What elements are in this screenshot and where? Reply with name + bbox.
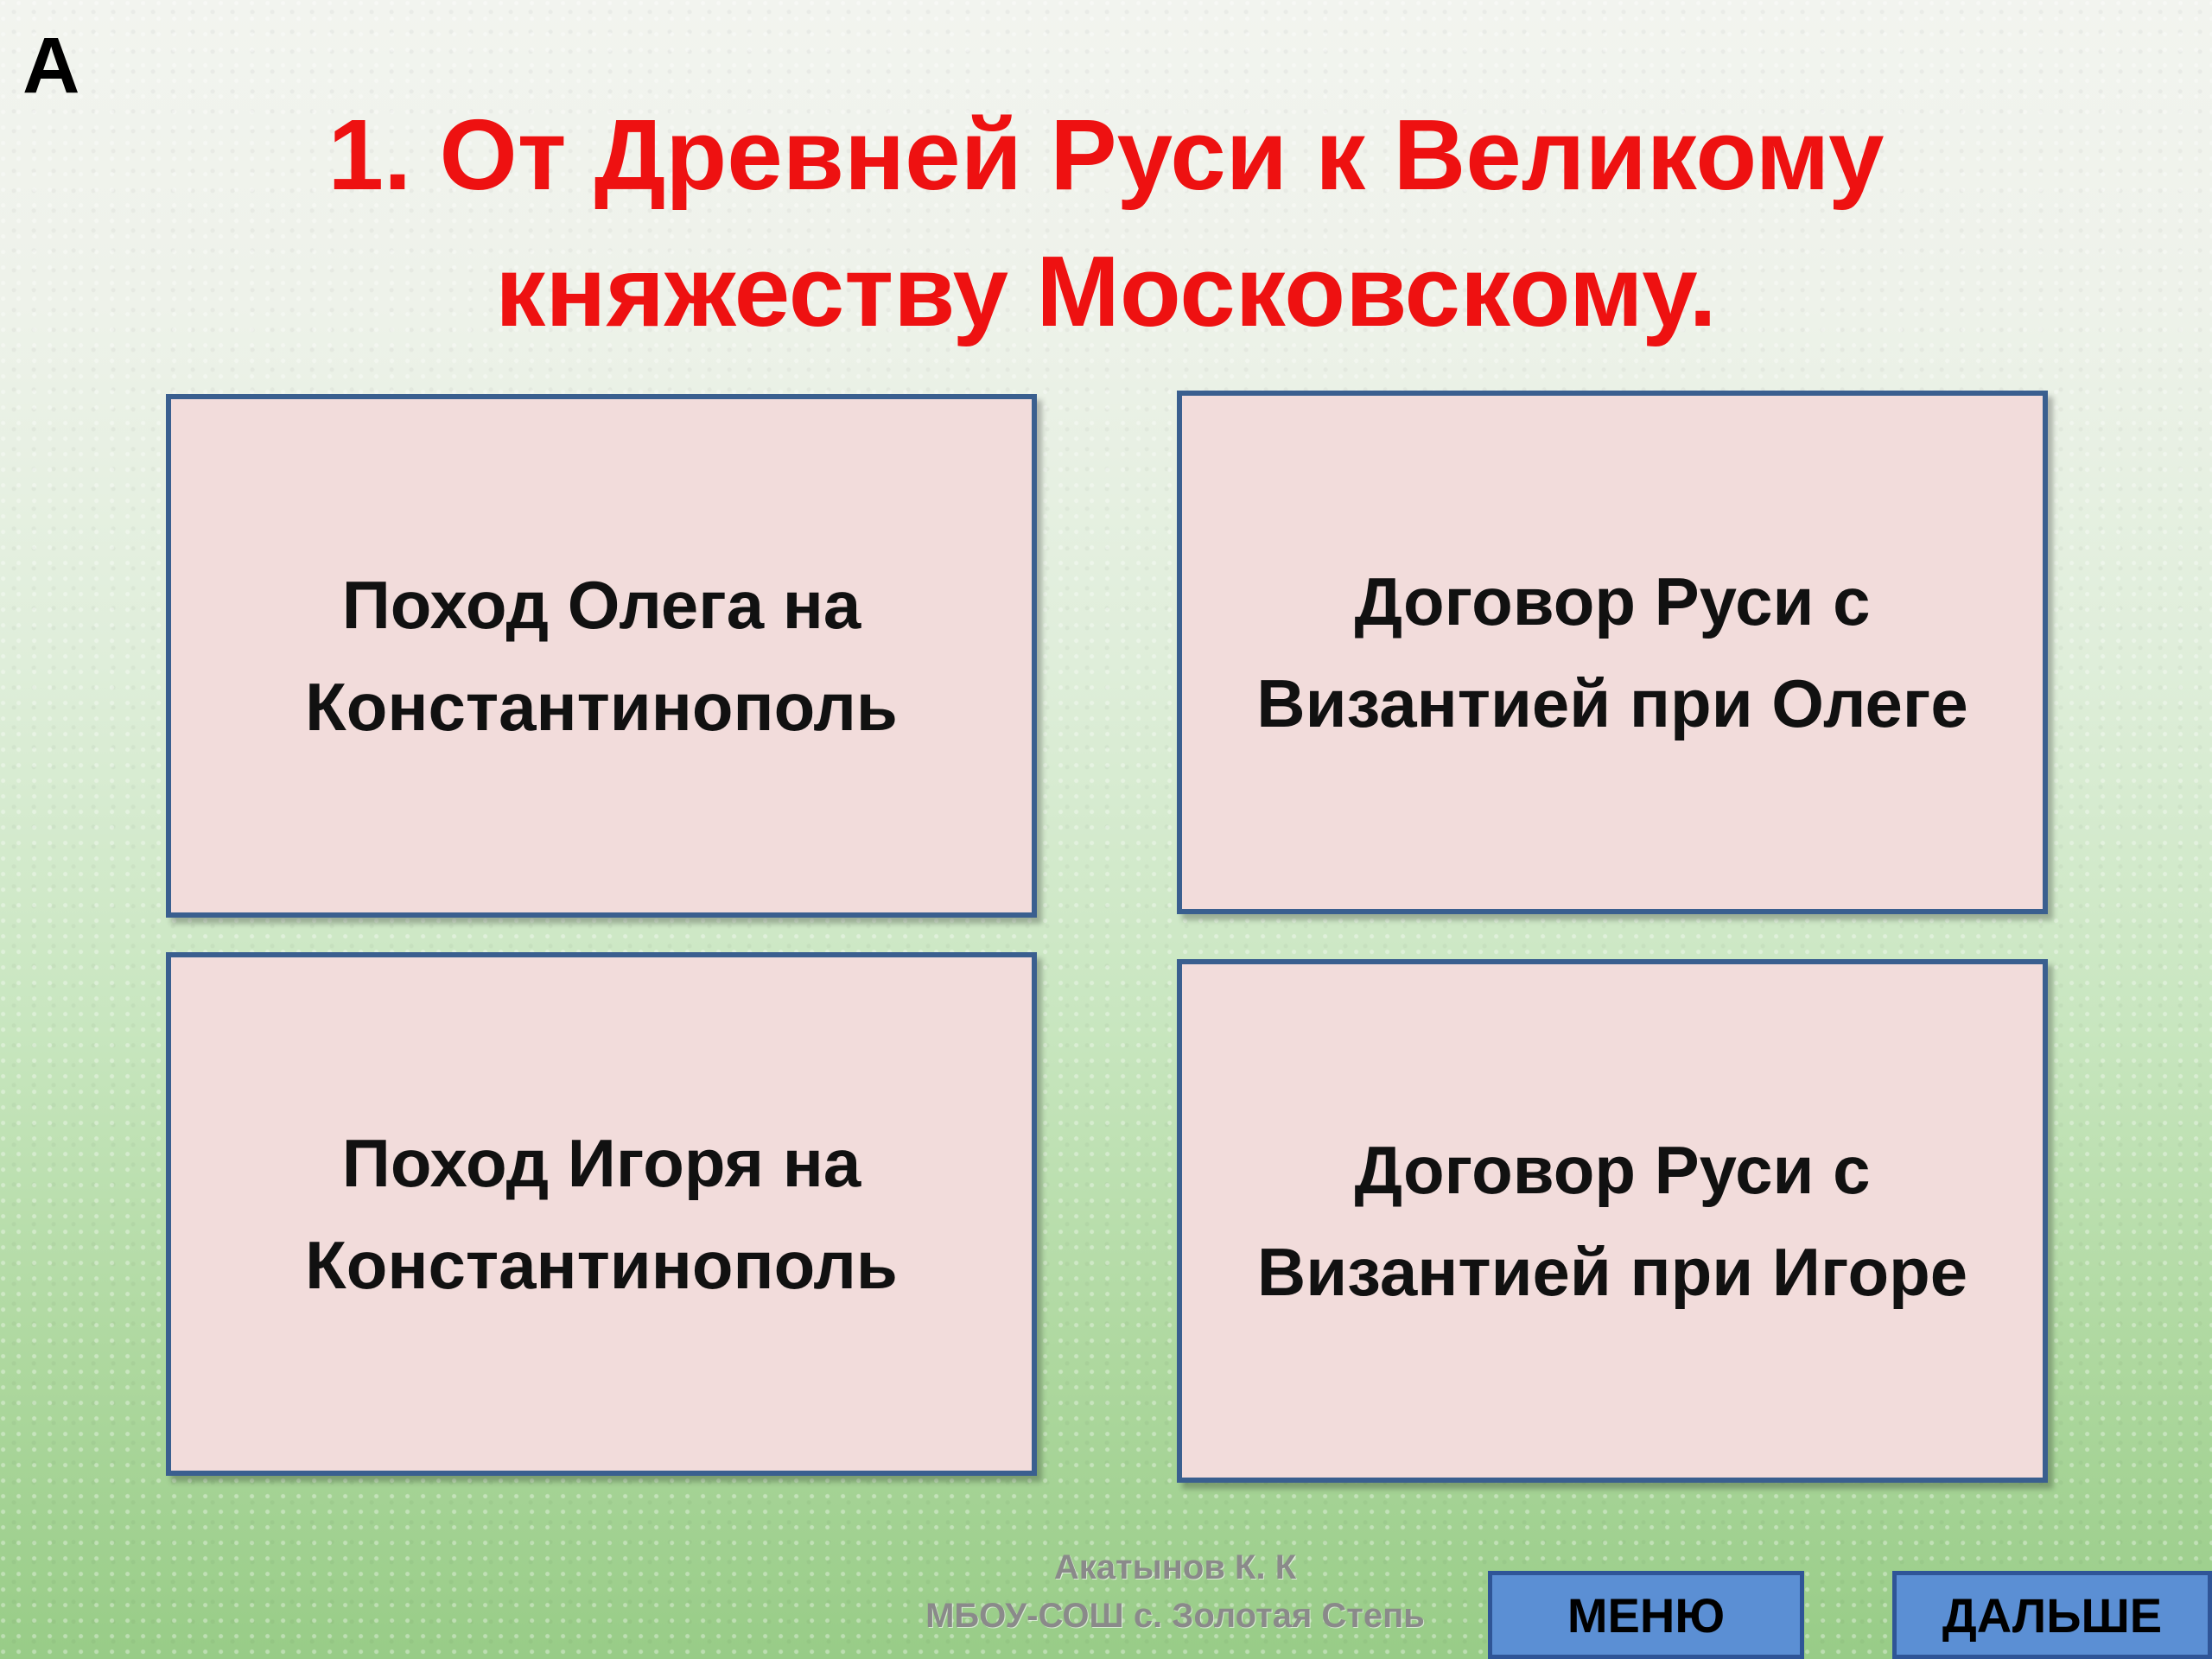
answer-card-label: Поход Олега на Константинополь xyxy=(305,567,898,745)
author-credit xyxy=(864,1543,1486,1640)
answer-card-igor-treaty[interactable] xyxy=(1177,959,2048,1483)
next-button[interactable]: ДАЛЬШЕ xyxy=(1892,1571,2212,1659)
answer-card-label: Договор Руси с Византией при Олеге xyxy=(1256,563,1968,741)
answer-card-igor-campaign[interactable] xyxy=(166,952,1037,1476)
answer-card-oleg-treaty[interactable] xyxy=(1177,391,2048,914)
author-name: Акатынов К. К xyxy=(1053,1548,1297,1586)
author-school: МБОУ-СОШ с. Золотая Степь xyxy=(925,1597,1425,1635)
corner-letter: А xyxy=(22,22,80,110)
slide-title: 1. От Древней Руси к Великому княжеству Московскому. xyxy=(327,99,1885,347)
answer-card-label: Поход Игоря на Константинополь xyxy=(305,1125,898,1303)
menu-button[interactable]: МЕНЮ xyxy=(1488,1571,1804,1659)
answer-card-label: Договор Руси с Византией при Игоре xyxy=(1256,1132,1968,1310)
answer-card-oleg-campaign[interactable] xyxy=(166,394,1037,918)
